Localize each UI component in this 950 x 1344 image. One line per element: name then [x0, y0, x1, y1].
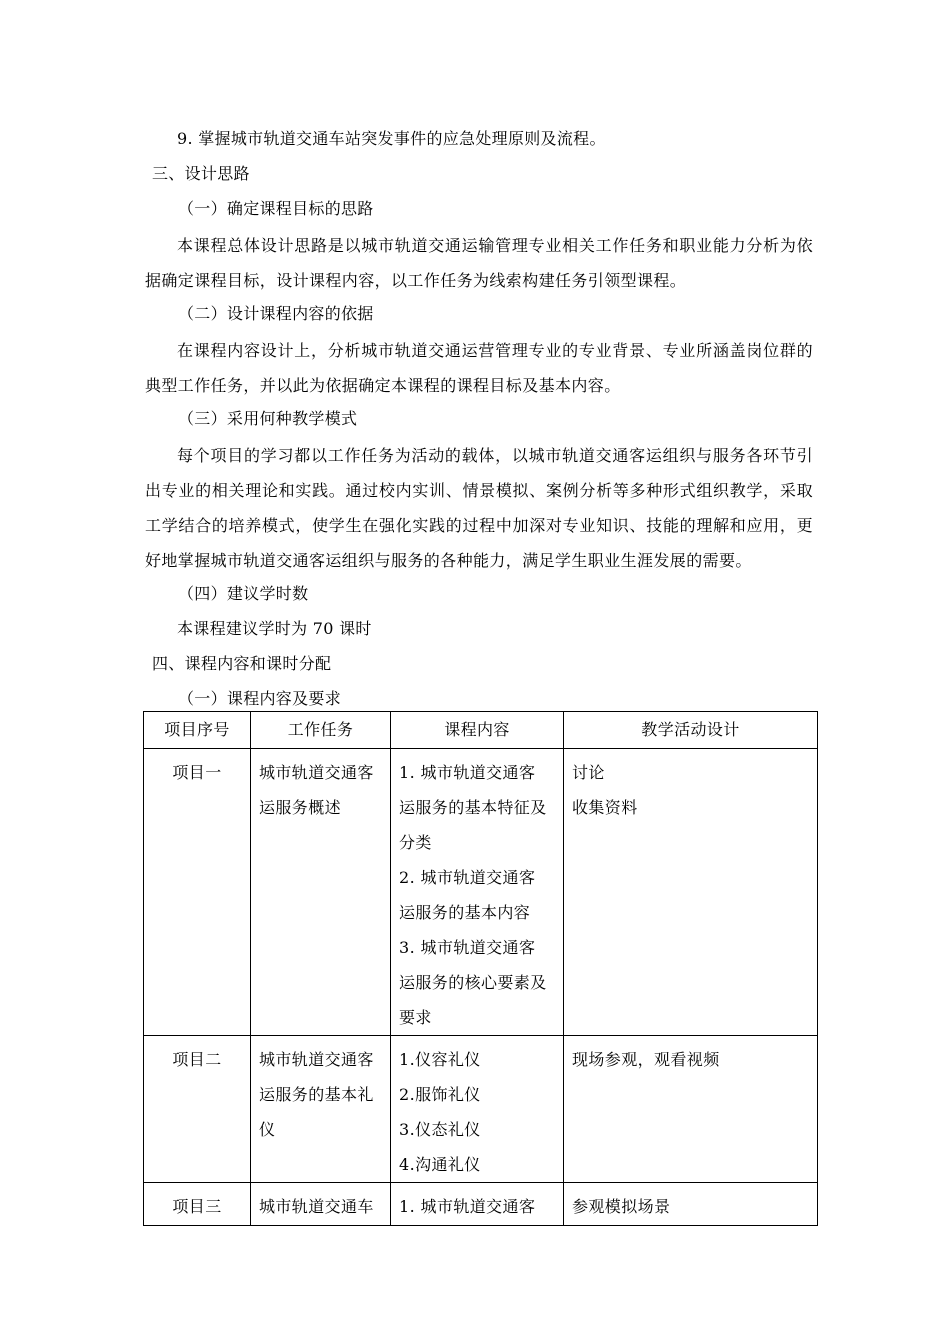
header-work-task: 工作任务	[251, 712, 391, 749]
cell-course-content	[391, 1036, 564, 1183]
cell-line: 运服务的核心要素及	[399, 973, 547, 992]
table-row	[144, 749, 818, 1036]
subheading-content-basis: （二）设计课程内容的依据	[178, 304, 374, 323]
section-heading-design: 三、设计思路	[152, 164, 250, 183]
cell-line: 2. 城市轨道交通客	[399, 868, 536, 887]
cell-activity-design	[564, 1036, 818, 1183]
cell-work-task	[251, 1036, 391, 1183]
cell-line: 仪	[259, 1120, 276, 1139]
cell-line: 1. 城市轨道交通客	[399, 763, 536, 782]
cell-line: 运服务的基本礼	[259, 1085, 374, 1104]
cell-line: 3. 城市轨道交通客	[399, 938, 536, 957]
cell-line: 城市轨道交通车	[259, 1197, 374, 1216]
paragraph-course-goal: 本课程总体设计思路是以城市轨道交通运输管理专业相关工作任务和职业能力分析为依据确定课程目标，设计课程内容，以工作任务为线索构建任务引领型课程。	[145, 236, 813, 290]
cell-work-task	[251, 1183, 391, 1226]
cell-line: 4.沟通礼仪	[399, 1155, 481, 1174]
cell-project-number: 项目三	[144, 1183, 251, 1226]
subheading-teaching-mode: （三）采用何种教学模式	[178, 409, 358, 428]
list-item-9: 9. 掌握城市轨道交通车站突发事件的应急处理原则及流程。	[177, 129, 606, 148]
cell-course-content	[391, 1183, 564, 1226]
subheading-course-goal: （一）确定课程目标的思路	[178, 199, 374, 218]
cell-line: 城市轨道交通客	[259, 1050, 374, 1069]
cell-line: 运服务概述	[259, 798, 342, 817]
table-row	[144, 1036, 818, 1183]
cell-activity-design	[564, 1183, 818, 1226]
paragraph-teaching-mode: 每个项目的学习都以工作任务为活动的载体，以城市轨道交通客运组织与服务各环节引出专业的相关理论和实践。通过校内实训、情景模拟、案例分析等多种形式组织教学，采取工学结合的培养模式，使学生在强化实践的过程中加深对专业知识、技能的理解和应用，更好地掌握城市轨道交通客运组织与服务的各种能力，满足学生职业生涯发展的需要。	[145, 446, 813, 570]
cell-line: 要求	[399, 1008, 432, 1027]
cell-project-number: 项目一	[144, 749, 251, 1036]
header-course-content: 课程内容	[391, 712, 564, 749]
cell-line: 收集资料	[572, 798, 638, 817]
cell-line: 3.仪态礼仪	[399, 1120, 481, 1139]
cell-line: 2.服饰礼仪	[399, 1085, 481, 1104]
cell-line: 现场参观，观看视频	[572, 1050, 720, 1069]
header-activity-design: 教学活动设计	[564, 712, 818, 749]
cell-line: 分类	[399, 833, 432, 852]
cell-line: 讨论	[572, 763, 605, 782]
cell-line: 1. 城市轨道交通客	[399, 1197, 536, 1216]
header-project-number: 项目序号	[144, 712, 251, 749]
section-heading-content: 四、课程内容和课时分配	[152, 654, 332, 673]
cell-line: 城市轨道交通客	[259, 763, 374, 782]
subheading-content-requirements: （一）课程内容及要求	[178, 689, 342, 708]
table-header-row	[144, 712, 818, 749]
cell-line: 参观模拟场景	[572, 1197, 671, 1216]
cell-project-number: 项目二	[144, 1036, 251, 1183]
cell-line: 运服务的基本特征及	[399, 798, 547, 817]
cell-activity-design	[564, 749, 818, 1036]
cell-work-task	[251, 749, 391, 1036]
paragraph-content-basis: 在课程内容设计上，分析城市轨道交通运营管理专业的专业背景、专业所涵盖岗位群的典型工作任务，并以此为依据确定本课程的课程目标及基本内容。	[145, 341, 813, 395]
cell-line: 1.仪容礼仪	[399, 1050, 481, 1069]
subheading-hours: （四）建议学时数	[178, 584, 309, 603]
cell-course-content	[391, 749, 564, 1036]
cell-line: 运服务的基本内容	[399, 903, 531, 922]
table-row	[144, 1183, 818, 1226]
paragraph-hours: 本课程建议学时为 70 课时	[177, 619, 372, 638]
course-content-table	[143, 711, 818, 1226]
